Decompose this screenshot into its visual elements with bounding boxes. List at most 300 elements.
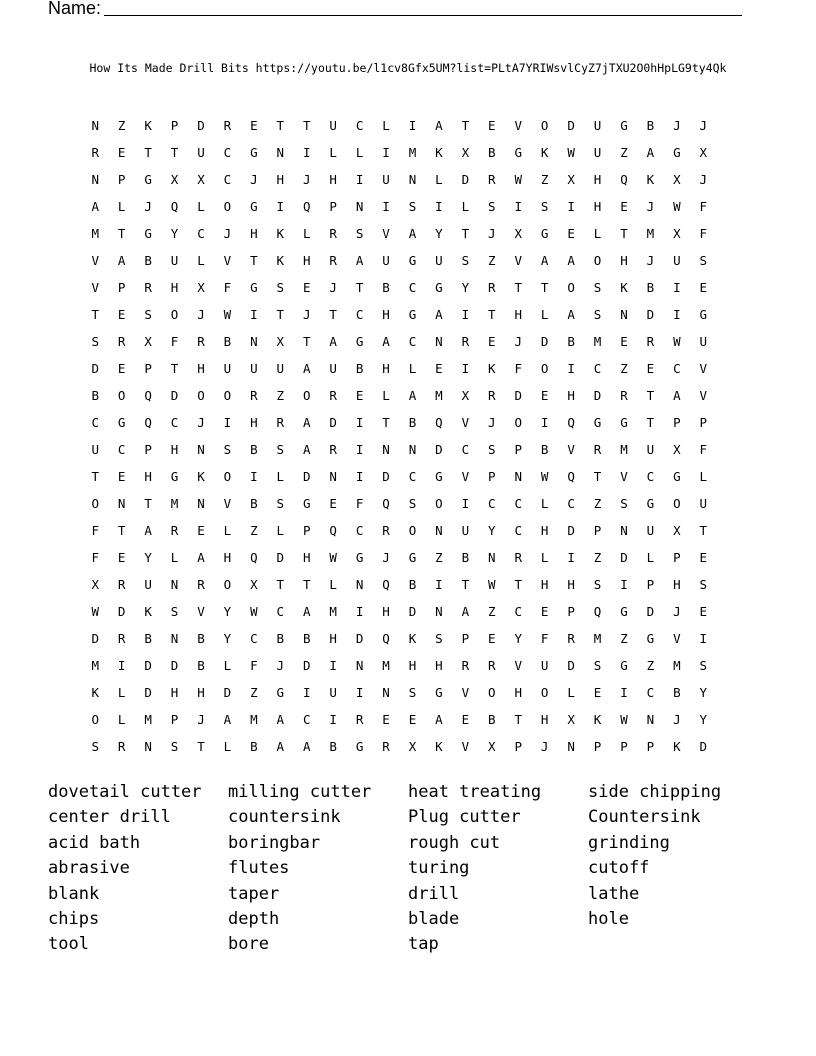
grid-letter: C [408,334,417,349]
grid-letter: R [117,739,126,754]
grid-letter: G [673,145,681,160]
grid-letter: T [540,280,549,295]
grid-letter: J [302,172,311,187]
grid-letter: C [488,496,496,511]
grid-letter: S [144,307,152,322]
grid-letter: D [276,550,285,565]
grid-letter: A [382,334,390,349]
grid-letter: Z [646,658,655,673]
grid-letter: F [91,523,99,538]
grid-letter: E [197,523,205,538]
grid-letter: H [144,469,152,484]
grid-letter: R [329,388,337,403]
grid-letter: L [223,739,232,754]
grid-letter: G [250,145,258,160]
grid-letter: Q [593,604,602,619]
grid-letter: W [514,172,522,187]
grid-letter: O [567,280,575,295]
grid-letter: G [170,469,179,484]
grid-letter: R [646,334,655,349]
word-list-item: blade [408,908,460,929]
grid-row [82,328,717,355]
grid-letter: B [144,631,152,646]
grid-letter: L [593,226,602,241]
grid-letter: A [408,226,417,241]
grid-letter: O [540,685,549,700]
grid-letter: K [593,712,602,727]
grid-letter: E [408,712,417,727]
grid-letter: Q [567,469,575,484]
grid-letter: X [276,334,285,349]
grid-letter: Z [620,145,628,160]
grid-letter: A [646,145,655,160]
grid-letter: X [197,280,205,295]
word-list-item: cutoff [588,858,650,879]
grid-letter: D [144,658,152,673]
word-list-item: bore [228,934,269,955]
grid-letter: N [197,496,205,511]
grid-letter: L [699,469,708,484]
grid-letter: O [673,496,681,511]
word-list-item: depth [228,908,280,929]
grid-letter: I [250,307,258,322]
grid-letter: X [144,334,152,349]
grid-letter: J [673,712,681,727]
grid-letter: J [250,172,258,187]
grid-letter: I [567,361,575,376]
grid-letter: T [461,226,470,241]
grid-letter: Q [302,199,311,214]
grid-letter: I [461,496,470,511]
grid-letter: U [540,658,549,673]
grid-letter: I [355,685,364,700]
grid-letter: E [117,307,126,322]
grid-letter: P [514,739,522,754]
grid-letter: U [250,361,258,376]
grid-letter: S [408,496,417,511]
grid-letter: N [382,442,390,457]
grid-letter: G [620,415,628,430]
grid-letter: H [540,523,549,538]
grid-letter: O [223,577,232,592]
grid-letter: P [593,523,602,538]
word-list-item: taper [228,883,280,904]
grid-letter: S [540,199,549,214]
grid-letter: S [593,280,602,295]
grid-letter: O [117,388,126,403]
grid-letter: I [408,118,417,133]
grid-letter: C [223,172,232,187]
grid-letter: T [461,577,470,592]
grid-letter: W [620,712,628,727]
grid-letter: Q [144,388,152,403]
grid-letter: H [382,361,390,376]
grid-letter: A [567,307,575,322]
grid-letter: G [250,199,258,214]
grid-letter: F [699,442,708,457]
grid-letter: X [170,172,179,187]
grid-letter: T [382,415,390,430]
grid-letter: P [461,631,470,646]
grid-letter: L [329,145,337,160]
grid-letter: J [302,307,311,322]
grid-letter: G [593,415,602,430]
grid-letter: M [646,226,655,241]
grid-letter: O [540,118,549,133]
grid-letter: X [673,442,681,457]
grid-letter: D [514,388,522,403]
grid-letter: S [91,739,99,754]
grid-letter: R [329,442,337,457]
grid-letter: U [461,523,470,538]
word-list-item: grinding [588,832,670,853]
grid-letter: D [646,307,655,322]
grid-letter: T [514,577,522,592]
grid-letter: P [170,712,179,727]
grid-letter: W [91,604,99,619]
grid-letter: J [329,280,337,295]
grid-letter: T [461,118,470,133]
grid-letter: L [540,496,549,511]
grid-letter: F [170,334,179,349]
grid-letter: G [435,469,443,484]
grid-letter: I [329,712,337,727]
grid-letter: C [514,496,522,511]
grid-letter: H [408,658,417,673]
grid-letter: W [223,307,232,322]
word-list-item: acid bath [48,832,141,853]
grid-letter: N [144,739,152,754]
grid-letter: Y [461,280,470,295]
grid-letter: P [117,172,126,187]
grid-letter: P [144,361,152,376]
grid-letter: O [514,415,522,430]
grid-letter: H [435,658,443,673]
grid-letter: U [197,145,205,160]
grid-letter: G [250,280,258,295]
grid-letter: D [302,469,311,484]
grid-letter: E [355,388,364,403]
grid-letter: X [673,172,681,187]
grid-letter: R [488,280,496,295]
grid-letter: E [593,685,602,700]
grid-letter: I [355,442,364,457]
grid-letter: M [435,388,443,403]
word-list-item: tool [48,934,89,955]
grid-letter: K [540,145,549,160]
grid-letter: M [620,442,628,457]
grid-letter: T [646,415,655,430]
grid-letter: H [567,388,575,403]
grid-letter: E [117,550,126,565]
grid-letter: N [91,172,99,187]
word-list-item: Plug cutter [408,807,521,828]
grid-row [82,436,717,463]
grid-letter: E [699,550,708,565]
grid-row [82,544,717,571]
grid-letter: A [302,442,311,457]
grid-letter: L [223,523,232,538]
grid-letter: N [408,172,417,187]
grid-letter: A [276,739,285,754]
grid-letter: C [197,226,205,241]
grid-letter: B [302,631,311,646]
grid-letter: D [329,415,337,430]
grid-letter: I [567,550,575,565]
grid-letter: L [382,118,390,133]
grid-letter: J [699,172,708,187]
grid-letter: P [302,523,311,538]
grid-letter: T [170,145,179,160]
word-list-item: Countersink [588,807,701,828]
grid-letter: A [355,253,364,268]
grid-letter: H [620,253,628,268]
grid-letter: L [170,550,179,565]
grid-letter: S [488,199,496,214]
grid-letter: H [382,307,390,322]
grid-letter: A [302,415,311,430]
grid-letter: N [488,550,496,565]
grid-letter: M [329,604,337,619]
grid-letter: M [91,226,99,241]
grid-letter: E [117,469,126,484]
grid-letter: J [514,334,522,349]
grid-letter: Q [435,415,443,430]
grid-letter: T [646,388,655,403]
grid-letter: G [620,118,628,133]
grid-letter: D [461,172,470,187]
grid-letter: C [673,361,681,376]
grid-letter: I [355,604,364,619]
grid-letter: R [567,631,575,646]
grid-letter: R [197,577,205,592]
grid-letter: I [355,469,364,484]
grid-letter: O [223,199,232,214]
grid-letter: H [197,361,205,376]
grid-letter: M [408,145,417,160]
grid-letter: K [646,172,655,187]
grid-letter: Y [144,550,152,565]
grid-letter: S [593,658,602,673]
grid-row [82,166,717,193]
grid-letter: H [250,415,258,430]
grid-letter: B [329,739,337,754]
grid-letter: E [382,712,390,727]
grid-letter: H [302,253,311,268]
grid-letter: K [435,739,443,754]
grid-letter: L [329,577,337,592]
grid-letter: A [329,334,337,349]
grid-letter: B [646,280,655,295]
grid-letter: F [699,226,708,241]
grid-letter: C [355,118,364,133]
grid-letter: J [540,739,549,754]
grid-row [82,247,717,274]
grid-letter: X [567,172,575,187]
grid-letter: H [514,307,522,322]
word-list-item: hole [588,908,629,929]
grid-letter: G [144,172,152,187]
grid-letter: W [329,550,337,565]
grid-letter: V [91,253,99,268]
grid-letter: O [488,685,496,700]
grid-letter: E [461,712,470,727]
grid-letter: K [197,469,205,484]
grid-letter: W [673,199,681,214]
grid-letter: B [461,550,470,565]
grid-letter: T [620,226,628,241]
grid-letter: W [540,469,549,484]
grid-letter: B [250,739,258,754]
grid-letter: I [567,199,575,214]
grid-letter: D [620,550,628,565]
grid-letter: G [276,685,285,700]
grid-letter: P [593,739,602,754]
grid-letter: N [355,577,364,592]
grid-letter: P [329,199,337,214]
grid-letter: G [435,685,443,700]
grid-letter: V [514,253,522,268]
grid-letter: L [276,523,285,538]
grid-letter: Q [170,199,179,214]
grid-letter: R [382,523,390,538]
grid-row [82,679,717,706]
grid-letter: D [408,604,417,619]
grid-letter: E [646,361,655,376]
grid-letter: R [620,388,628,403]
grid-letter: A [91,199,99,214]
grid-letter: N [355,199,364,214]
grid-letter: T [144,496,152,511]
grid-letter: Y [488,523,496,538]
grid-letter: C [276,604,285,619]
grid-letter: B [488,712,496,727]
grid-letter: S [435,631,443,646]
grid-letter: A [435,712,443,727]
grid-letter: H [593,172,602,187]
grid-letter: P [514,442,522,457]
grid-letter: B [567,334,575,349]
grid-letter: C [646,469,655,484]
grid-letter: I [250,469,258,484]
grid-letter: E [540,604,549,619]
grid-letter: T [514,712,522,727]
grid-letter: S [276,280,285,295]
word-list-item: flutes [228,858,290,879]
grid-letter: Y [223,631,232,646]
grid-letter: T [488,307,496,322]
grid-letter: C [117,442,126,457]
grid-letter: C [170,415,179,430]
grid-letter: H [673,577,681,592]
grid-letter: N [646,712,655,727]
grid-letter: I [435,199,443,214]
grid-letter: K [673,739,681,754]
grid-letter: R [488,172,496,187]
grid-letter: D [91,361,99,376]
grid-letter: A [540,253,549,268]
grid-letter: X [514,226,522,241]
grid-row [82,112,717,139]
grid-letter: N [514,469,522,484]
grid-letter: R [355,712,364,727]
grid-letter: T [91,469,99,484]
grid-letter: T [699,523,708,538]
grid-letter: E [117,361,126,376]
grid-letter: R [144,280,152,295]
grid-letter: O [593,253,602,268]
grid-letter: Z [620,361,628,376]
grid-letter: U [699,334,708,349]
grid-letter: S [699,253,708,268]
grid-letter: Q [382,631,390,646]
grid-letter: K [408,631,417,646]
grid-letter: U [699,496,708,511]
grid-letter: C [461,442,470,457]
grid-letter: H [382,604,390,619]
grid-letter: X [250,577,258,592]
grid-letter: M [91,658,99,673]
grid-letter: L [567,685,575,700]
grid-letter: D [646,604,655,619]
grid-letter: Q [144,415,152,430]
grid-letter: G [646,496,655,511]
grid-letter: N [329,469,337,484]
grid-letter: A [435,118,443,133]
grid-letter: U [673,253,681,268]
grid-letter: Z [593,550,602,565]
grid-letter: J [699,118,708,133]
grid-letter: H [567,577,575,592]
grid-letter: V [461,685,470,700]
grid-letter: I [620,577,628,592]
grid-row [82,733,717,760]
grid-letter: L [355,145,364,160]
grid-letter: X [197,172,205,187]
grid-row [82,706,717,733]
grid-letter: P [646,577,655,592]
grid-letter: R [117,577,126,592]
grid-letter: N [170,577,179,592]
grid-row [82,409,717,436]
grid-row [82,220,717,247]
grid-letter: K [276,226,285,241]
grid-letter: N [620,523,628,538]
grid-letter: Z [117,118,126,133]
grid-letter: N [197,442,205,457]
grid-letter: Y [170,226,179,241]
grid-row [82,193,717,220]
grid-letter: L [435,172,443,187]
grid-letter: S [170,604,179,619]
grid-letter: B [382,280,390,295]
grid-letter: N [620,307,628,322]
grid-letter: T [276,307,285,322]
grid-letter: Y [514,631,522,646]
grid-letter: Q [567,415,575,430]
grid-letter: Z [435,550,443,565]
grid-letter: D [355,631,364,646]
grid-letter: S [699,577,708,592]
grid-letter: A [567,253,575,268]
grid-letter: H [170,280,179,295]
grid-letter: R [170,523,179,538]
grid-letter: G [144,226,152,241]
grid-letter: Z [620,631,628,646]
grid-letter: Z [250,523,258,538]
grid-letter: M [673,658,681,673]
grid-letter: D [144,685,152,700]
